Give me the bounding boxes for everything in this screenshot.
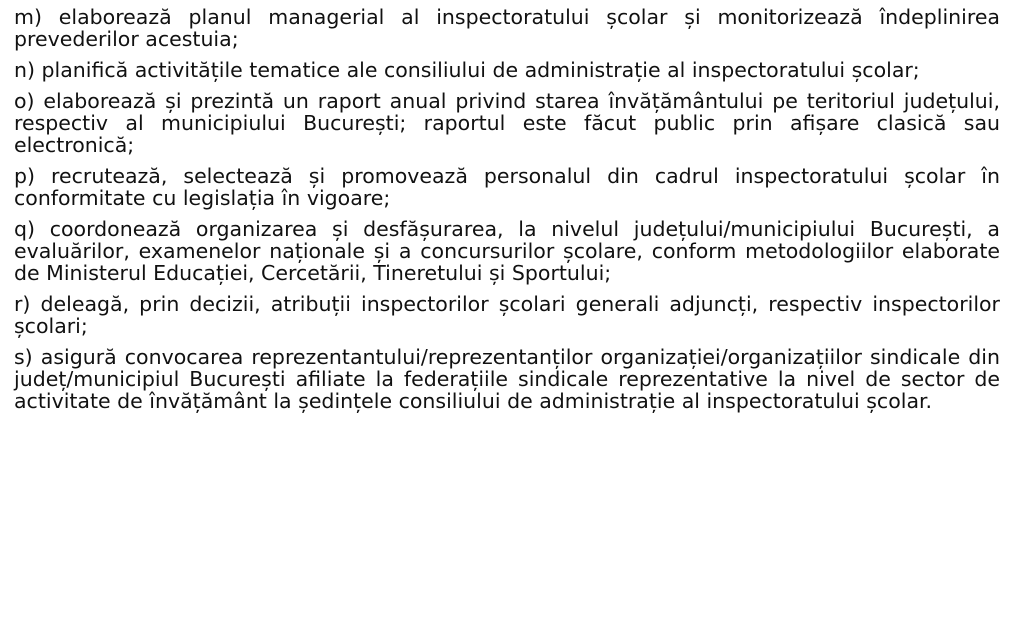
paragraph-p: p) recrutează, selectează și promovează personalul din cadrul inspectoratului școlar în conformitate cu legislația în vigoare; <box>14 164 1000 210</box>
paragraph-r: r) deleagă, prin decizii, atribuții inspectorilor școlari generali adjuncți, respectiv inspectorilor școlari; <box>14 292 1000 338</box>
paragraph-n: n) planifică activitățile tematice ale consiliului de administrație al inspectoratului școlar; <box>14 58 920 82</box>
paragraph-q: q) coordonează organizarea și desfășurarea, la nivelul județului/municipiului București, a evaluărilor, examenelor naționale și a concursurilor școlare, conform metodologiilor elaborate de Ministerul Educației, Cercetării, Tineretului și Sportului; <box>14 217 1000 285</box>
document-body <box>14 6 1000 421</box>
paragraph-o: o) elaborează și prezintă un raport anual privind starea învățământului pe teritoriul județului, respectiv al municipiului București; raportul este făcut public prin afișare clasică sau electronică; <box>14 89 1000 157</box>
paragraph-s: s) asigură convocarea reprezentantului/reprezentanților organizației/organizațiilor sindicale din județ/municipiul București afiliate la federațiile sindicale reprezentative la nivel de sector de activitate de învățământ la ședințele consiliului de administrație al inspectoratului școlar. <box>14 345 1000 413</box>
paragraph-m: m) elaborează planul managerial al inspectoratului școlar și monitorizează îndeplinirea prevederilor acestuia; <box>14 5 1000 51</box>
